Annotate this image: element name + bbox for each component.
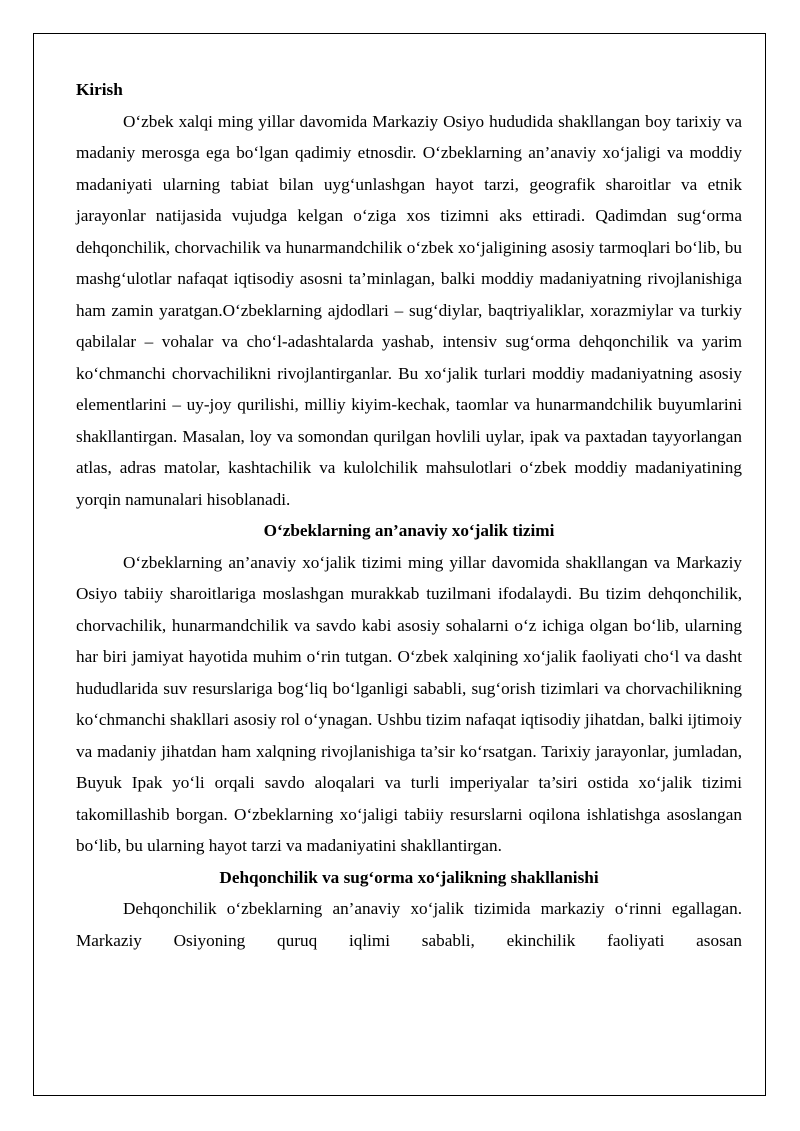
section-heading-agriculture: Dehqonchilik va sug‘orma xo‘jalikning shakllanishi (219, 867, 599, 887)
agriculture-paragraph: Dehqonchilik o‘zbeklarning an’anaviy xo‘jalik tizimida markaziy o‘rinni egallagan. Markaziy Osiyoning quruq iqlimi sababli, ekinchilik faoliyati asosan (76, 899, 742, 950)
intro-paragraph: O‘zbek xalqi ming yillar davomida Markaziy Osiyo hududida shakllangan boy tarixiy va madaniy merosga ega bo‘lgan qadimiy etnosdir. O‘zbeklarning an’anaviy xo‘jaligi va moddiy madaniyati ularning tabiat bilan uyg‘unlashgan hayot tarzi, geografik sharoitlar va etnik jarayonlar natijasida vujudga kelgan o‘ziga xos tizimni aks ettiradi. Qadimdan sug‘orma dehqonchilik, chorvachilik va hunarmandchilik o‘zbek xo‘jaligining asosiy tarmoqlari bo‘lib, bu mashg‘ulotlar nafaqat iqtisodiy asosni ta’minlagan, balki moddiy madaniyatning rivojlanishiga ham zamin yaratgan.O‘zbeklarning ajdodlari – sug‘diylar, baqtriyaliklar, xorazmiylar va turkiy qabilalar – vohalar va cho‘l-adashtalarda yashab, intensiv sug‘orma dehqonchilik va yarim ko‘chmanchi chorvachilikni rivojlantirganlar. Bu xo‘jalik turlari moddiy madaniyatning asosiy elementlarini – uy-joy qurilishi, milliy kiyim-kechak, taomlar va hunarmandchilik buyumlarini shakllantirgan. Masalan, loy va somondan qurilgan hovlili uylar, ipak va paxtadan tayyorlangan atlas, adras matolar, kashtachilik va kulolchilik mahsulotlari o‘zbek moddiy madaniyatining yorqin namunalari hisoblanadi. (76, 111, 742, 509)
document-body (76, 74, 742, 956)
economy-paragraph: O‘zbeklarning an’anaviy xo‘jalik tizimi ming yillar davomida shakllangan va Markaziy Osiyo tabiiy sharoitlariga moslashgan murakkab tuzilmani ifodalaydi. Bu tizim dehqonchilik, chorvachilik, hunarmandchilik va savdo kabi asosiy sohalarni o‘z ichiga olgan bo‘lib, ularning har biri jamiyat hayotida muhim o‘rin tutgan. O‘zbek xalqining xo‘jalik faoliyati cho‘l va dasht hududlarida suv resurslariga bog‘liq bo‘lganligi sababli, sug‘orish tizimlari va chorvachilikning ko‘chmanchi shakllari asosiy rol o‘ynagan. Ushbu tizim nafaqat iqtisodiy jihatdan, balki ijtimoiy va madaniy jihatdan ham xalqning rivojlanishiga ta’sir ko‘rsatgan. Tarixiy jarayonlar, jumladan, Buyuk Ipak yo‘li orqali savdo aloqalari va turli imperiyalar ta’siri ostida xo‘jalik tizimi takomillashib borgan. O‘zbeklarning xo‘jaligi tabiiy resurslarni oqilona ishlatishga asoslangan bo‘lib, bu ularning hayot tarzi va madaniyatini shakllantirgan. (76, 552, 742, 855)
intro-heading: Kirish (76, 80, 123, 99)
section-heading-economy: O‘zbeklarning an’anaviy xo‘jalik tizimi (263, 521, 555, 540)
